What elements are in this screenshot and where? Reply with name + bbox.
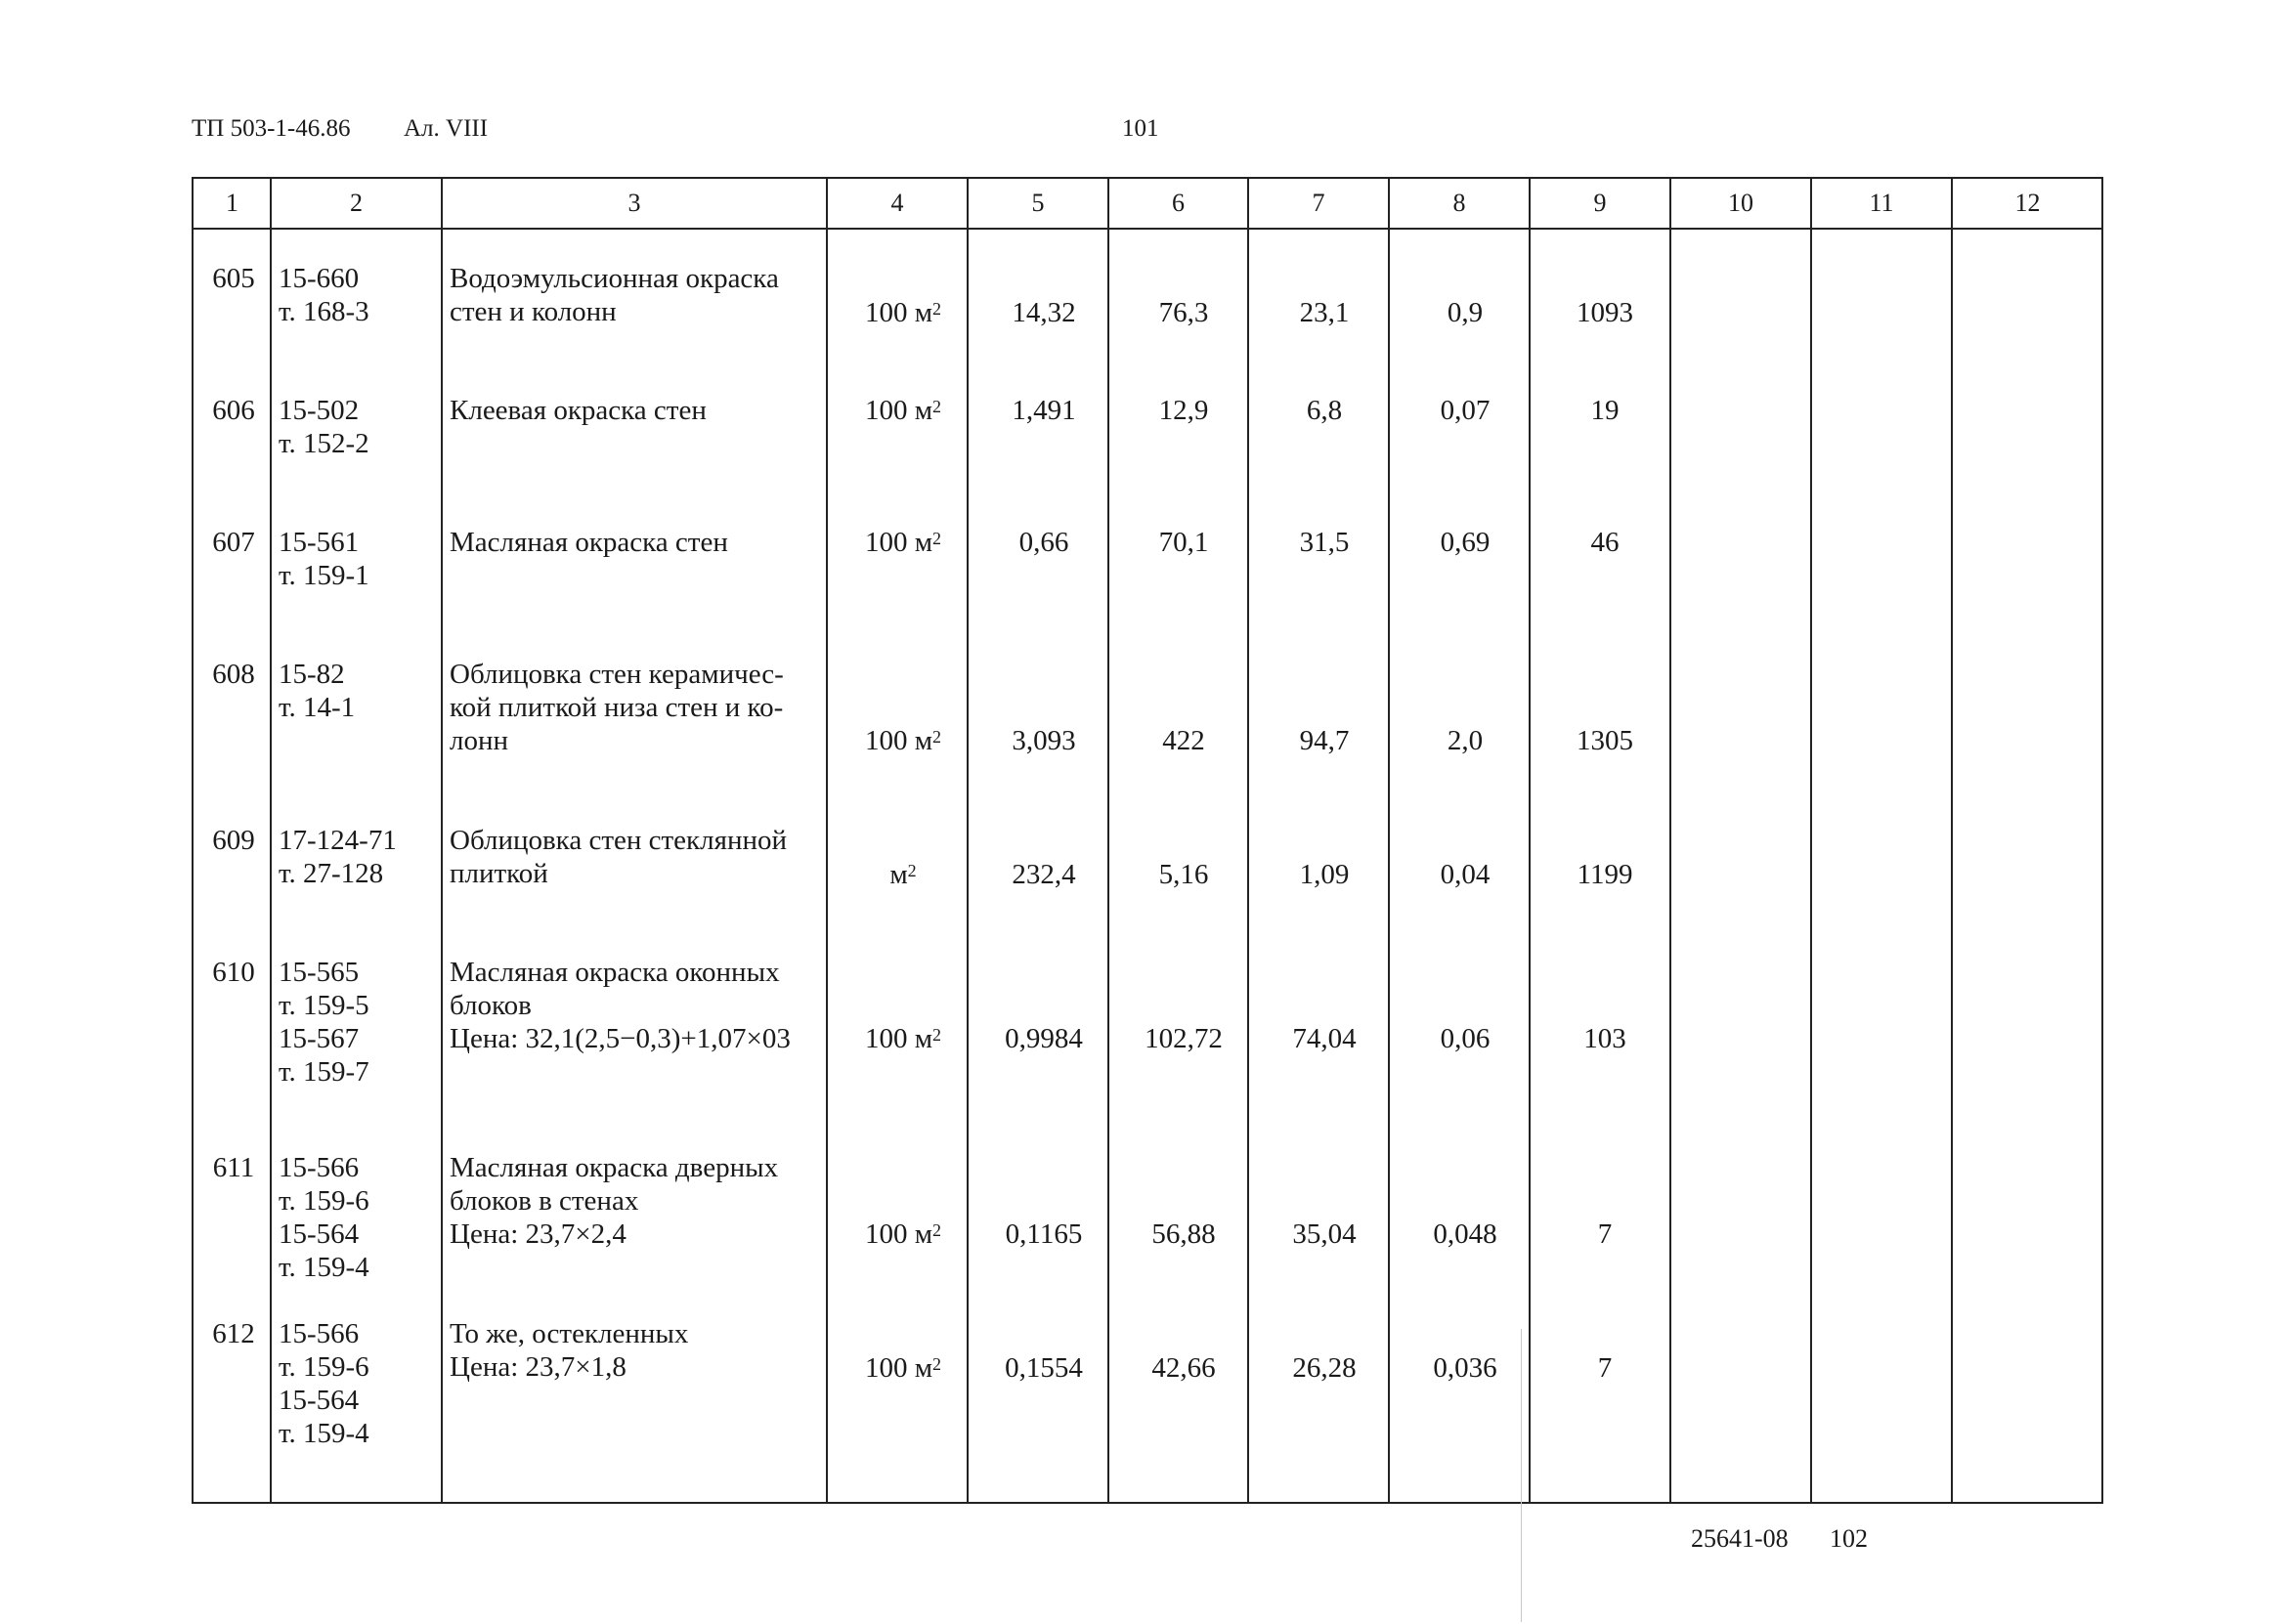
column-9-value: 103 <box>1583 1023 1626 1054</box>
unit-of-measure <box>835 1218 972 1251</box>
column-number-11: 11 <box>1869 189 1894 217</box>
column-divider <box>826 179 828 1502</box>
column-8-value: 0,9 <box>1447 297 1484 328</box>
norm-code-line: т. 159-1 <box>279 560 369 591</box>
column-divider <box>270 179 272 1502</box>
footer-document-code: 25641-08 <box>1691 1524 1789 1553</box>
norm-code-line: т. 159-5 <box>279 990 369 1021</box>
column-number-6: 6 <box>1172 189 1185 217</box>
row-number: 609 <box>212 825 255 856</box>
norm-code-line: 15-567 <box>279 1023 360 1054</box>
quantity-value: 0,1554 <box>1005 1352 1083 1384</box>
norm-code-line: 17-124-71 <box>279 825 397 856</box>
work-description-line: Клеевая окраска стен <box>450 395 707 426</box>
unit-exponent: 2 <box>907 861 917 880</box>
unit-exponent: 2 <box>932 1354 942 1374</box>
column-8-value: 0,07 <box>1440 395 1491 426</box>
column-7-value: 31,5 <box>1299 527 1350 558</box>
column-6-value: 422 <box>1162 725 1205 756</box>
column-8-value: 2,0 <box>1447 725 1484 756</box>
norm-code-line: 15-561 <box>279 527 360 558</box>
column-divider <box>967 179 969 1502</box>
column-number-4: 4 <box>890 189 904 217</box>
unit-text: м <box>889 859 908 890</box>
norm-code-line: т. 159-6 <box>279 1185 369 1217</box>
header-divider <box>194 228 2101 230</box>
unit-exponent: 2 <box>932 1025 942 1045</box>
column-8-value: 0,036 <box>1433 1352 1497 1384</box>
quantity-value: 3,093 <box>1012 725 1076 756</box>
column-7-value: 1,09 <box>1299 859 1350 890</box>
column-number-12: 12 <box>2014 189 2041 217</box>
work-description-line: Водоэмульсионная окраска <box>450 263 779 294</box>
work-description-line: Цена: 23,7×1,8 <box>450 1351 627 1383</box>
column-9-value: 7 <box>1597 1352 1613 1384</box>
unit-text: 100 м <box>864 1218 933 1250</box>
column-number-5: 5 <box>1031 189 1045 217</box>
norm-code-line: т. 27-128 <box>279 858 384 889</box>
work-description-line: Цена: 23,7×2,4 <box>450 1218 627 1250</box>
norm-code-line: т. 168-3 <box>279 296 369 327</box>
work-description-line: кой плиткой низа стен и ко- <box>450 692 784 723</box>
norm-code-line: т. 159-4 <box>279 1418 369 1449</box>
work-description-line: Цена: 32,1(2,5−0,3)+1,07×03 <box>450 1023 791 1054</box>
unit-of-measure <box>835 858 972 891</box>
norm-code-line: 15-82 <box>279 659 345 690</box>
unit-of-measure <box>835 394 972 427</box>
unit-text: 100 м <box>864 725 933 756</box>
unit-text: 100 м <box>864 1023 933 1054</box>
work-description-line: Облицовка стен керамичес- <box>450 659 784 690</box>
column-8-value: 0,06 <box>1440 1023 1491 1054</box>
work-description-line: плиткой <box>450 858 548 889</box>
work-description-line: То же, остекленных <box>450 1318 689 1349</box>
column-8-value: 0,69 <box>1440 527 1491 558</box>
norm-code-line: т. 14-1 <box>279 692 356 723</box>
column-7-value: 23,1 <box>1299 297 1350 328</box>
norm-code-line: 15-660 <box>279 263 360 294</box>
column-divider <box>1529 179 1531 1502</box>
column-6-value: 56,88 <box>1151 1218 1216 1250</box>
quantity-value: 1,491 <box>1012 395 1076 426</box>
norm-code-line: т. 159-7 <box>279 1056 369 1088</box>
column-divider <box>1669 179 1671 1502</box>
quantity-value: 232,4 <box>1012 859 1076 890</box>
norm-code-line: 15-566 <box>279 1318 360 1349</box>
norm-code-line: т. 159-6 <box>279 1351 369 1383</box>
row-number: 610 <box>212 957 255 988</box>
album-label: Ал. VIII <box>404 115 489 142</box>
column-6-value: 76,3 <box>1158 297 1209 328</box>
scan-artifact-line <box>1521 1329 1522 1622</box>
column-7-value: 94,7 <box>1299 725 1350 756</box>
column-6-value: 102,72 <box>1145 1023 1223 1054</box>
unit-text: 100 м <box>864 297 933 328</box>
column-divider <box>1107 179 1109 1502</box>
unit-exponent: 2 <box>932 299 942 319</box>
row-number: 608 <box>212 659 255 690</box>
norm-code-line: т. 159-4 <box>279 1252 369 1283</box>
column-divider <box>1951 179 1953 1502</box>
column-7-value: 35,04 <box>1292 1218 1357 1250</box>
column-divider <box>1247 179 1249 1502</box>
unit-of-measure <box>835 724 972 757</box>
column-6-value: 70,1 <box>1158 527 1209 558</box>
work-description-line: стен и колонн <box>450 296 617 327</box>
column-number-3: 3 <box>627 189 641 217</box>
column-8-value: 0,04 <box>1440 859 1491 890</box>
quantity-value: 0,1165 <box>1005 1218 1083 1250</box>
work-description-line: Масляная окраска оконных <box>450 957 780 988</box>
column-number-8: 8 <box>1452 189 1466 217</box>
unit-of-measure <box>835 296 972 329</box>
unit-of-measure <box>835 1351 972 1385</box>
row-number: 605 <box>212 263 255 294</box>
unit-exponent: 2 <box>932 727 942 747</box>
work-description-line: Масляная окраска дверных <box>450 1152 779 1183</box>
unit-of-measure <box>835 526 972 559</box>
unit-text: 100 м <box>864 527 933 558</box>
work-description-line: лонн <box>450 725 509 756</box>
column-number-2: 2 <box>350 189 363 217</box>
unit-text: 100 м <box>864 395 933 426</box>
column-7-value: 26,28 <box>1292 1352 1357 1384</box>
quantity-value: 0,66 <box>1018 527 1069 558</box>
column-9-value: 46 <box>1590 527 1620 558</box>
work-description-line: Облицовка стен стеклянной <box>450 825 788 856</box>
column-6-value: 42,66 <box>1151 1352 1216 1384</box>
row-number: 606 <box>212 395 255 426</box>
norm-code-line: 15-502 <box>279 395 360 426</box>
norm-code-line: 15-566 <box>279 1152 360 1183</box>
column-number-1: 1 <box>226 189 238 217</box>
column-number-9: 9 <box>1593 189 1607 217</box>
estimate-table <box>192 177 2103 1504</box>
column-6-value: 5,16 <box>1158 859 1209 890</box>
unit-exponent: 2 <box>932 1220 942 1240</box>
column-divider <box>1388 179 1390 1502</box>
row-number: 607 <box>212 527 255 558</box>
work-description-line: блоков в стенах <box>450 1185 639 1217</box>
unit-exponent: 2 <box>932 397 942 416</box>
column-number-10: 10 <box>1728 189 1753 217</box>
document-code: ТП 503-1-46.86 <box>192 115 351 142</box>
norm-code-line: 15-565 <box>279 957 360 988</box>
unit-of-measure <box>835 1022 972 1055</box>
unit-exponent: 2 <box>932 529 942 548</box>
quantity-value: 14,32 <box>1012 297 1076 328</box>
column-9-value: 1305 <box>1577 725 1633 756</box>
unit-text: 100 м <box>864 1352 933 1384</box>
row-number: 611 <box>212 1152 255 1183</box>
column-9-value: 7 <box>1597 1218 1613 1250</box>
column-9-value: 1199 <box>1577 859 1633 890</box>
column-7-value: 74,04 <box>1292 1023 1357 1054</box>
norm-code-line: 15-564 <box>279 1218 360 1250</box>
column-divider <box>441 179 443 1502</box>
column-number-7: 7 <box>1312 189 1325 217</box>
column-8-value: 0,048 <box>1433 1218 1497 1250</box>
footer-page-number: 102 <box>1830 1524 1868 1553</box>
page-number: 101 <box>1122 115 1159 142</box>
column-7-value: 6,8 <box>1306 395 1343 426</box>
column-9-value: 1093 <box>1577 297 1633 328</box>
norm-code-line: т. 152-2 <box>279 428 369 459</box>
norm-code-line: 15-564 <box>279 1385 360 1416</box>
column-9-value: 19 <box>1590 395 1620 426</box>
column-6-value: 12,9 <box>1158 395 1209 426</box>
quantity-value: 0,9984 <box>1005 1023 1083 1054</box>
column-divider <box>1810 179 1812 1502</box>
row-number: 612 <box>212 1318 255 1349</box>
work-description-line: блоков <box>450 990 532 1021</box>
work-description-line: Масляная окраска стен <box>450 527 728 558</box>
